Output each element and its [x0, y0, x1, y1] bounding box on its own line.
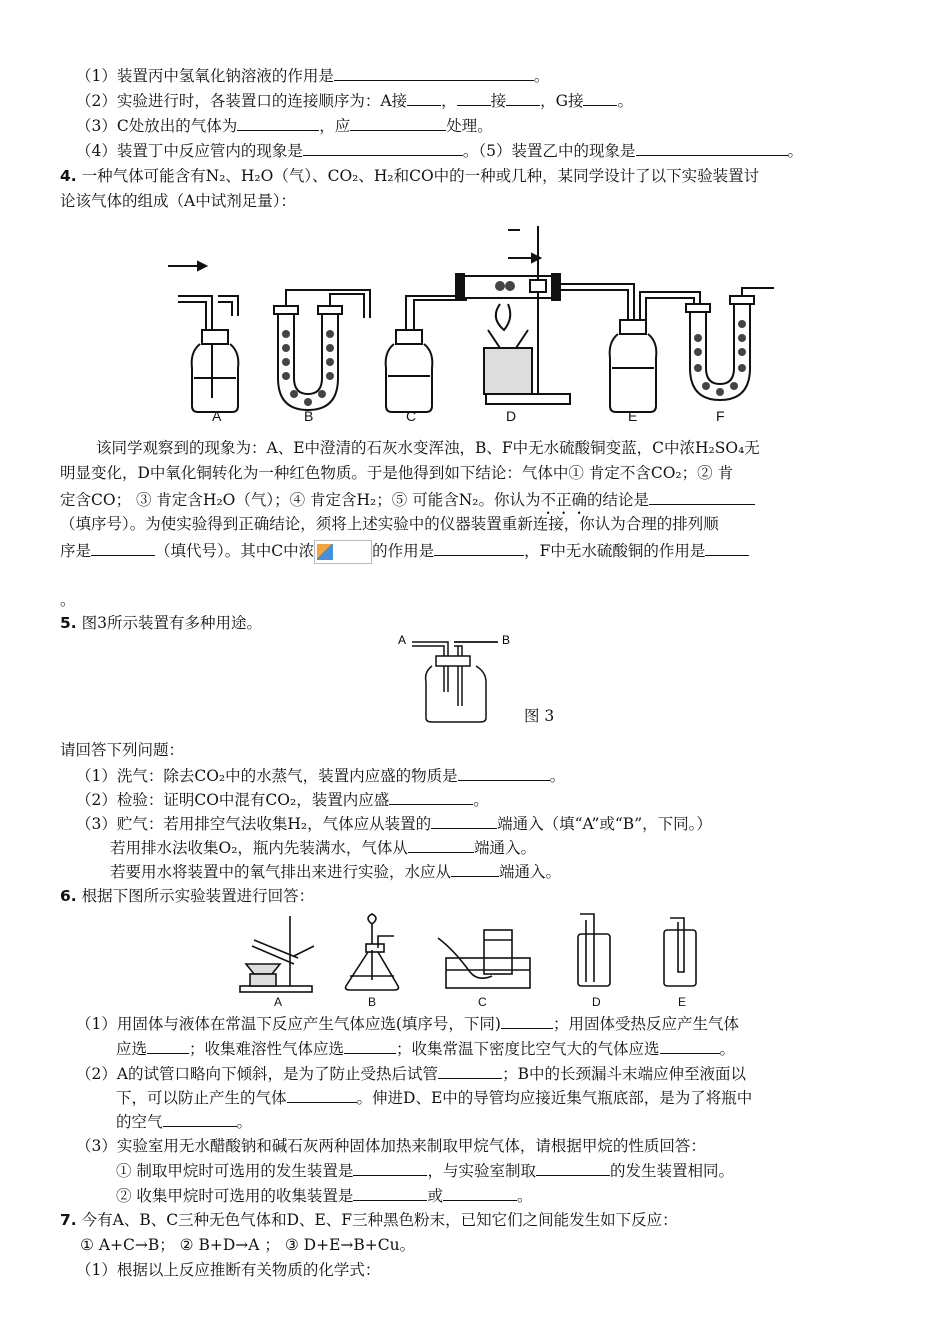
blank[interactable] — [536, 1160, 610, 1176]
q6-line-1: （1）用固体与液体在常温下反应产生气体应选(填序号，下同) ；用固体受热反应产生气体 — [76, 1015, 739, 1033]
blank[interactable] — [705, 540, 749, 556]
q5-fig-label-b: B — [502, 633, 511, 647]
q6-label-a: A — [274, 995, 283, 1009]
blank[interactable] — [457, 90, 491, 106]
q5-line-3: （3）贮气：若用排空气法收集H₂，气体应从装置的 端通入（填“A”或“B”，下同。） — [76, 815, 712, 833]
q6-line-6: （3）实验室用无水醋酸钠和碱石灰两种固体加热来制取甲烷气体，请根据甲烷的性质回答： — [76, 1137, 706, 1155]
broken-image-icon — [314, 540, 372, 564]
q5-line-1: （1）洗气：除去CO₂中的水蒸气，装置内应盛的物质是 。 — [76, 767, 566, 785]
q4-label-f: F — [716, 408, 725, 424]
q5-figure-caption: 图 3 — [524, 707, 555, 725]
blank[interactable] — [334, 65, 534, 81]
blank[interactable] — [389, 789, 473, 805]
q6-label-d: D — [592, 995, 601, 1009]
blank[interactable] — [408, 837, 474, 853]
q4-para-4: （填序号）。为使实验得到正确结论，须将上述实验中的仪器装置重新连接，你认为合理的排列顺 — [60, 515, 719, 533]
blank[interactable] — [287, 1087, 357, 1103]
q6-label-e: E — [678, 995, 687, 1009]
q4-label-a: A — [212, 408, 222, 424]
blank[interactable] — [438, 1063, 502, 1079]
q3-line-4: （4）装置丁中反应管内的现象是 。（5）装置乙中的现象是 。 — [76, 142, 804, 160]
q4-label-e: E — [628, 408, 638, 424]
q4-label-b: B — [304, 408, 314, 424]
blank[interactable] — [91, 540, 155, 556]
blank[interactable] — [649, 489, 755, 505]
q6-line-8: ② 收集甲烷时可选用的收集装置是 或 。 — [116, 1187, 533, 1205]
q4-para-5: 序是 （填代号）。其中C中浓 的作用是 ，F中无水硫酸铜的作用是 — [60, 540, 749, 564]
q4-label-c: C — [406, 408, 417, 424]
q6-label-b: B — [368, 995, 377, 1009]
q7-reactions: ① A+C→B； ② B+D→A ； ③ D+E→B+Cu。 — [80, 1236, 416, 1254]
blank[interactable] — [237, 115, 319, 131]
q4-stem-1: 4. 一种气体可能含有N₂、H₂O（气）、CO₂、H₂和CO中的一种或几种，某同学设计了以下实验装置讨 — [60, 167, 760, 185]
blank[interactable] — [303, 140, 463, 156]
q5-ask: 请回答下列问题： — [60, 741, 185, 759]
blank[interactable] — [583, 90, 617, 106]
q6-line-4: 下，可以防止产生的气体 。伸进D、E中的导管均应接近集气瓶底部，是为了将瓶中 — [116, 1089, 753, 1107]
blank[interactable] — [431, 813, 497, 829]
q4-stem-2: 论该气体的组成（A中试剂足量）： — [60, 192, 296, 210]
q5-stem: 5. 图3所示装置有多种用途。 — [60, 614, 262, 632]
q6-stem: 6. 根据下图所示实验装置进行回答： — [60, 887, 315, 905]
q4-para-2: 明显变化，D中氧化铜转化为一种红色物质。于是他得到如下结论：气体中① 肯定不含CO₂；② 肯 — [60, 464, 734, 482]
q4-para-6: 。 — [60, 591, 76, 609]
blank[interactable] — [353, 1185, 427, 1201]
blank[interactable] — [353, 1160, 427, 1176]
q5-gas-bottle-figure — [392, 630, 592, 730]
q6-line-3: （2）A的试管口略向下倾斜，是为了防止受热后试管 ；B中的长颈漏斗末端应伸至液面以 — [76, 1065, 746, 1083]
q4-para-3: 定含CO； ③ 肯定含H₂O（气）；④ 肯定含H₂；⑤ 可能含N₂。你认为不正确的结论是 — [60, 489, 755, 518]
blank[interactable] — [636, 140, 788, 156]
q4-para-1: 该同学观察到的现象为：A、E中澄清的石灰水变浑浊，B、F中无水硫酸铜变蓝，C中浓H₂SO₄无 — [96, 439, 760, 457]
q6-apparatus-figure — [232, 910, 732, 1010]
blank[interactable] — [660, 1038, 720, 1054]
blank[interactable] — [163, 1111, 237, 1127]
q6-line-7: ① 制取甲烷时可选用的发生装置是 ，与实验室制取 的发生装置相同。 — [116, 1162, 734, 1180]
q6-line-5: 的空气 。 — [116, 1113, 253, 1131]
q5-line-2: （2）检验：证明CO中混有CO₂，装置内应盛 。 — [76, 791, 489, 809]
blank[interactable] — [506, 90, 540, 106]
blank[interactable] — [350, 115, 446, 131]
q5-line-4: 若用排水法收集O₂，瓶内先装满水，气体从 端通入。 — [110, 839, 536, 857]
blank[interactable] — [147, 1038, 189, 1054]
q6-label-c: C — [478, 995, 487, 1009]
blank[interactable] — [344, 1038, 396, 1054]
blank[interactable] — [434, 540, 524, 556]
q3-line-2: （2）实验进行时，各装置口的连接顺序为：A接 ， 接 ，G接 。 — [76, 92, 633, 110]
blank[interactable] — [443, 1185, 517, 1201]
blank[interactable] — [458, 765, 550, 781]
q4-apparatus-figure — [160, 218, 790, 430]
q4-label-d: D — [506, 408, 517, 424]
blank[interactable] — [407, 90, 441, 106]
q5-fig-label-a: A — [398, 633, 407, 647]
q5-line-5: 若要用水将装置中的氧气排出来进行实验，水应从 端通入。 — [110, 863, 562, 881]
q3-line-1: （1）装置丙中氢氧化钠溶液的作用是 。 — [76, 67, 550, 85]
q6-line-2: 应选 ；收集难溶性气体应选 ；收集常温下密度比空气大的气体应选 。 — [116, 1040, 736, 1058]
q7-line-1: （1）根据以上反应推断有关物质的化学式： — [76, 1261, 381, 1279]
q7-stem: 7. 今有A、B、C三种无色气体和D、E、F三种黑色粉末，已知它们之间能发生如下反应： — [60, 1211, 678, 1229]
q3-line-3: （3）C处放出的气体为 ，应 处理。 — [76, 117, 493, 135]
blank[interactable] — [501, 1013, 553, 1029]
blank[interactable] — [451, 861, 499, 877]
